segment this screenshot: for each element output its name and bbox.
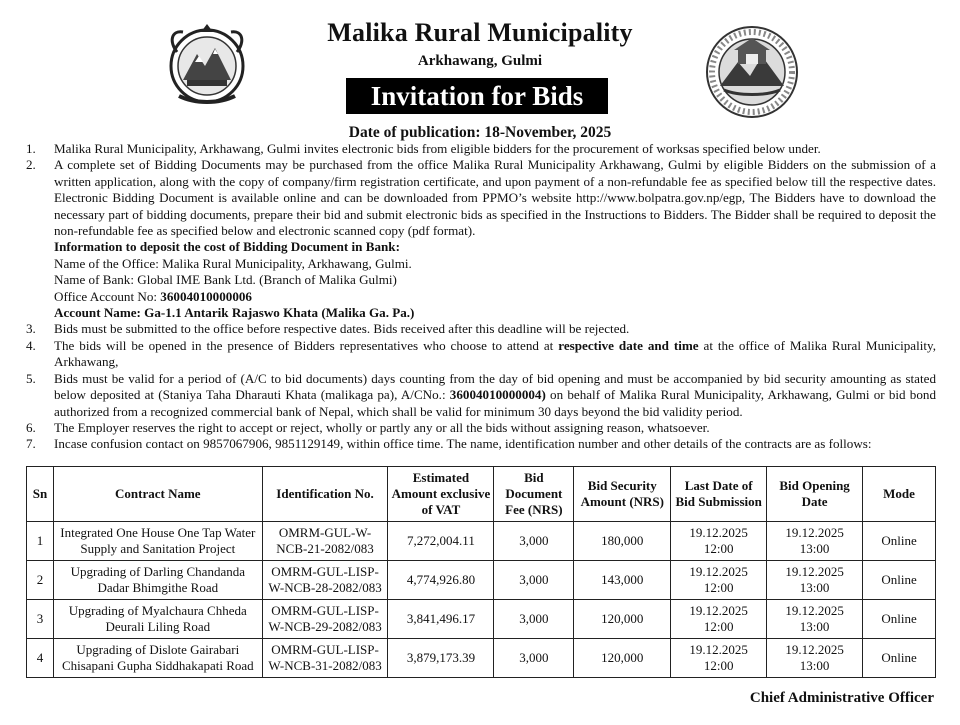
cell-bid-security: 120,000 xyxy=(574,639,671,678)
list-item-3 xyxy=(26,321,936,337)
cell-mode: Online xyxy=(863,600,936,639)
list-item-1 xyxy=(26,141,936,157)
table-row xyxy=(27,561,936,600)
account-number: 36004010000006 xyxy=(160,288,252,304)
cell-document-fee: 3,000 xyxy=(494,522,574,561)
item-text: Bids must be submitted to the office before respective dates. Bids received after this deadline will be rejected. xyxy=(54,321,630,337)
table-row xyxy=(27,639,936,678)
date: 19.12.2025 xyxy=(785,564,844,579)
time: 12:00 xyxy=(703,580,734,595)
cell-sn: 3 xyxy=(27,600,54,639)
cell-identification-no: OMRM-GUL-LISP-W-NCB-28-2082/083 xyxy=(262,561,388,600)
cell-sn: 1 xyxy=(27,522,54,561)
cell-opening-date xyxy=(767,639,863,678)
list-item-2 xyxy=(26,157,936,321)
office-account xyxy=(54,289,936,305)
cell-contract-name: Integrated One House One Tap Water Supply and Sanitation Project xyxy=(53,522,262,561)
cell-estimated-amount: 3,879,173.39 xyxy=(388,639,494,678)
date: 19.12.2025 xyxy=(785,603,844,618)
cell-estimated-amount: 3,841,496.17 xyxy=(388,600,494,639)
item-number: 4. xyxy=(26,337,36,353)
account-name: Account Name: Ga-1.1 Antarik Rajaswo Khata (Malika Ga. Pa.) xyxy=(54,305,415,321)
item-text: Bids must be valid for a period of (A/C to bid documents) days counting from the day of bid opening and must be accompanied by bid security amounting as stated below deposited at (Staniya Taha Dharauti Khata (malikaga pa), A/CNo.: xyxy=(54,370,936,403)
item-number: 3. xyxy=(26,321,36,337)
item-number: 6. xyxy=(26,419,36,435)
cell-sn: 4 xyxy=(27,639,54,678)
cell-last-date xyxy=(671,639,767,678)
cell-identification-no: OMRM-GUL-W-NCB-21-2082/083 xyxy=(262,522,388,561)
list-item-6 xyxy=(26,420,936,436)
account-label: Office Account No: xyxy=(54,288,161,304)
cell-mode: Online xyxy=(863,639,936,678)
time: 12:00 xyxy=(703,658,734,673)
list-item-4 xyxy=(26,338,936,371)
time: 12:00 xyxy=(703,619,734,634)
time: 13:00 xyxy=(799,541,830,556)
date: 19.12.2025 xyxy=(689,642,748,657)
item-text: at the office of Malika Rural Municipality, Arkhawang, xyxy=(54,337,936,370)
date: 19.12.2025 xyxy=(689,564,748,579)
date: 19.12.2025 xyxy=(689,525,748,540)
cell-sn: 2 xyxy=(27,561,54,600)
item-number: 2. xyxy=(26,157,36,173)
cell-opening-date xyxy=(767,522,863,561)
item-text: The bids will be opened in the presence of Bidders representatives who choose to attend at xyxy=(54,337,559,353)
cell-contract-name: Upgrading of Myalchaura Chheda Deurali Liling Road xyxy=(53,600,262,639)
publication-date: Date of publication: 18-November, 2025 xyxy=(348,124,612,141)
cell-bid-security: 180,000 xyxy=(574,522,671,561)
cell-mode: Online xyxy=(863,522,936,561)
item-text: Malika Rural Municipality, Arkhawang, Gulmi invites electronic bids from eligible bidders for the procurement of worksas specified below under. xyxy=(54,141,821,156)
notice-banner: Invitation for Bids xyxy=(346,78,608,114)
header-opening-date: Bid Opening Date xyxy=(767,467,863,522)
notice-body xyxy=(26,141,936,453)
signoff: Chief Administrative Officer xyxy=(749,690,934,706)
time: 13:00 xyxy=(799,580,830,595)
cell-identification-no: OMRM-GUL-LISP-W-NCB-31-2082/083 xyxy=(262,639,388,678)
cell-identification-no: OMRM-GUL-LISP-W-NCB-29-2082/083 xyxy=(262,600,388,639)
cell-bid-security: 143,000 xyxy=(574,561,671,600)
time: 13:00 xyxy=(799,619,830,634)
item-text: A complete set of Bidding Documents may be purchased from the office Malika Rural Municipality Arkhawang, Gulmi by eligible Bidders on the submission of a written application, along with the copy of company/firm registration certificate, and upon payment of a non-refundable fee as specified below till the respective dates. Electronic Bidding Document is available online and can be downloaded from PPMO’s website http://www.bolpatra.gov.np/egp, The Bidders have to download the necessary part of bidding documents, prepare their bid and submit electronic bids as specified in the Instructions to Bidders. The Bidder shall be required to deposit the non-refundable fee as specified below and electronic scanned copy (pdf format). xyxy=(54,157,936,239)
item-text: The Employer reserves the right to accept or reject, wholly or partly any or all the bids without assigning reason, whatsoever. xyxy=(54,419,710,435)
item-text: Incase confusion contact on 9857067906, 9851129149, within office time. The name, identification number and other details of the contracts are as follows: xyxy=(54,436,872,452)
item-text-bold: respective date and time xyxy=(558,337,699,353)
list-item-5 xyxy=(26,371,936,420)
header-contract-name: Contract Name xyxy=(53,467,262,522)
header-identification-no: Identification No. xyxy=(262,467,388,522)
cell-contract-name: Upgrading of Darling Chandanda Dadar Bhimgithe Road xyxy=(53,561,262,600)
cell-bid-security: 120,000 xyxy=(574,600,671,639)
cell-contract-name: Upgrading of Dislote Gairabari Chisapani Gupha Siddhakapati Road xyxy=(53,639,262,678)
table-row xyxy=(27,522,936,561)
time: 12:00 xyxy=(703,541,734,556)
item-number: 7. xyxy=(26,436,36,452)
deposit-account-number: 36004010000004) xyxy=(449,387,546,403)
cell-last-date xyxy=(671,561,767,600)
cell-estimated-amount: 7,272,004.11 xyxy=(388,522,494,561)
office-name: Name of the Office: Malika Rural Municipality, Arkhawang, Gulmi. xyxy=(54,255,412,271)
bank-info-heading: Information to deposit the cost of Bidding Document in Bank: xyxy=(54,239,400,255)
date: 19.12.2025 xyxy=(689,603,748,618)
cell-mode: Online xyxy=(863,561,936,600)
location-subtitle: Arkhawang, Gulmi xyxy=(417,53,543,69)
cell-opening-date xyxy=(767,600,863,639)
table-header-row xyxy=(27,467,936,522)
header-bid-security: Bid Security Amount (NRS) xyxy=(574,467,671,522)
item-number: 1. xyxy=(26,141,36,156)
page-title: Malika Rural Municipality xyxy=(327,18,633,47)
header-document-fee: Bid Document Fee (NRS) xyxy=(494,467,574,522)
bank-name: Name of Bank: Global IME Bank Ltd. (Branch of Malika Gulmi) xyxy=(54,272,397,288)
date: 19.12.2025 xyxy=(785,525,844,540)
cell-last-date xyxy=(671,600,767,639)
table-row xyxy=(27,600,936,639)
header-sn: Sn xyxy=(27,467,54,522)
cell-document-fee: 3,000 xyxy=(494,600,574,639)
time: 13:00 xyxy=(799,658,830,673)
date: 19.12.2025 xyxy=(785,642,844,657)
cell-opening-date xyxy=(767,561,863,600)
item-text: on behalf of Malika Rural Municipality, Arkhawang, Gulmi or bid bond authorized from a recognized commercial bank of Nepal, which shall be valid for minimum 30 days beyond the bid validity period. xyxy=(54,387,936,419)
header-last-date: Last Date of Bid Submission xyxy=(671,467,767,522)
list-item-7 xyxy=(26,436,936,452)
cell-estimated-amount: 4,774,926.80 xyxy=(388,561,494,600)
header-estimated-amount: Estimated Amount exclusive of VAT xyxy=(388,467,494,522)
contracts-table xyxy=(26,466,936,678)
cell-document-fee: 3,000 xyxy=(494,639,574,678)
item-number: 5. xyxy=(26,370,36,386)
cell-document-fee: 3,000 xyxy=(494,561,574,600)
header-mode: Mode xyxy=(863,467,936,522)
cell-last-date xyxy=(671,522,767,561)
